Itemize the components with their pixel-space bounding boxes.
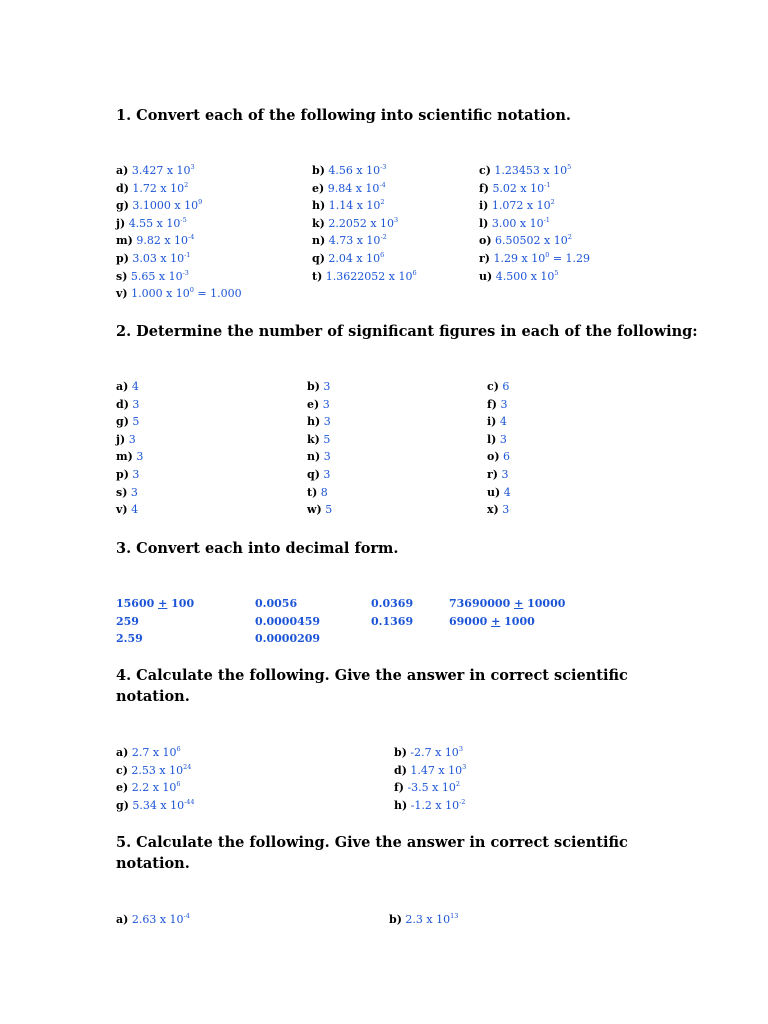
answer-item xyxy=(116,448,143,466)
decimal-value: 0.0000209 xyxy=(255,632,321,646)
answer-value: 1.29 x 10 xyxy=(493,251,546,265)
item-label: p) xyxy=(116,251,129,265)
answer-value: 3 xyxy=(323,415,331,429)
exponent: 3 xyxy=(190,163,195,171)
answer-value: 4.73 x 10 xyxy=(328,234,381,248)
answer-value: 5.65 x 10 xyxy=(130,269,183,283)
exponent: 9 xyxy=(198,198,203,207)
exponent: -1 xyxy=(543,215,550,224)
answer-value: 3 xyxy=(132,397,140,411)
item-label: g) xyxy=(116,199,129,213)
decimal-value: 0.1369 xyxy=(371,614,414,628)
item-label: s) xyxy=(116,269,128,283)
exponent: 24 xyxy=(183,762,192,771)
answer-item xyxy=(307,378,332,396)
answer-value: 3 xyxy=(499,432,507,446)
exponent: -4 xyxy=(379,180,386,189)
uncertainty-value: 10000 xyxy=(523,597,566,610)
answer-value: 3 xyxy=(501,467,509,481)
q1-column-3 xyxy=(479,162,590,285)
answer-item xyxy=(307,448,332,466)
answer-item xyxy=(116,378,143,396)
answer-value: 3.00 x 10 xyxy=(491,216,544,230)
answer-value: 4 xyxy=(503,485,511,499)
item-label: q) xyxy=(312,251,325,265)
exponent: 5 xyxy=(567,163,572,171)
answer-item xyxy=(479,250,590,268)
answer-item xyxy=(312,162,417,180)
decimal-answer xyxy=(116,613,194,631)
answer-item xyxy=(487,484,511,502)
answer-item xyxy=(487,431,511,449)
answer-item xyxy=(394,779,466,797)
q5-title-line1: 5. Calculate the following. Give the answer in correct scientific xyxy=(116,834,628,851)
decimal-answer xyxy=(371,595,413,613)
answer-value: 4 xyxy=(131,503,139,517)
exponent: 3 xyxy=(462,762,467,771)
decimal-answer xyxy=(449,595,565,613)
plus-minus-sign: + xyxy=(491,614,501,628)
uncertainty-value: 100 xyxy=(167,597,195,610)
q3-title: 3. Convert each into decimal form. xyxy=(116,540,399,557)
item-label: i) xyxy=(479,199,489,213)
answer-value: 1.47 x 10 xyxy=(410,763,463,777)
answer-value: 6 xyxy=(503,450,511,464)
decimal-value: 73690000 xyxy=(449,597,515,610)
exponent: 6 xyxy=(380,250,385,259)
exponent: -1 xyxy=(544,180,551,189)
q3-column-3 xyxy=(371,595,413,630)
answer-item xyxy=(312,250,417,268)
answer-value: 9.84 x 10 xyxy=(327,181,380,195)
answer-item xyxy=(116,431,143,449)
answer-item xyxy=(487,501,511,519)
answer-item xyxy=(479,268,590,286)
answer-item xyxy=(116,215,242,233)
q5-column-2 xyxy=(389,911,458,929)
answer-value: 5.02 x 10 xyxy=(492,181,545,195)
answer-value: 8 xyxy=(320,485,328,499)
answer-item xyxy=(116,797,195,815)
answer-item xyxy=(116,180,242,198)
exponent: 6 xyxy=(412,268,417,277)
answer-item xyxy=(116,197,242,215)
exponent: -4 xyxy=(188,233,195,242)
exponent: 0 xyxy=(189,286,194,295)
answer-item xyxy=(116,744,195,762)
uncertainty-value: 1000 xyxy=(500,614,535,628)
answer-item xyxy=(116,762,195,780)
item-label: b) xyxy=(394,746,407,759)
q4-column-2 xyxy=(394,744,466,814)
exponent: 3 xyxy=(394,215,399,224)
decimal-answer xyxy=(255,630,320,648)
answer-value: 2.2 x 10 xyxy=(131,781,177,795)
q5-column-1 xyxy=(116,911,190,929)
item-label: u) xyxy=(487,485,501,499)
answer-value: 6.50502 x 10 xyxy=(495,234,568,248)
answer-item xyxy=(394,797,466,815)
answer-value: 3 xyxy=(130,485,138,499)
answer-value: 3 xyxy=(128,432,136,446)
exponent: -44 xyxy=(184,797,195,806)
answer-value: -1.2 x 10 xyxy=(410,798,460,812)
item-label: e) xyxy=(312,181,325,195)
exponent: 0 xyxy=(545,250,550,259)
answer-item xyxy=(487,413,511,431)
answer-value: 5 xyxy=(325,503,333,517)
item-label: a) xyxy=(116,746,129,759)
exponent: 5 xyxy=(554,268,559,277)
exponent: 6 xyxy=(176,745,181,753)
answer-item xyxy=(307,466,332,484)
answer-value: 1.23453 x 10 xyxy=(494,164,568,177)
item-label: v) xyxy=(116,287,128,301)
q4-title-line2: notation. xyxy=(116,688,190,705)
plus-minus-sign: + xyxy=(158,597,168,610)
q3-column-1 xyxy=(116,595,194,648)
answer-item xyxy=(307,501,332,519)
item-label: d) xyxy=(116,181,129,195)
answer-value: 2.04 x 10 xyxy=(328,251,381,265)
item-label: m) xyxy=(116,234,133,248)
decimal-answer xyxy=(255,613,320,631)
item-label: a) xyxy=(116,380,129,393)
decimal-answer xyxy=(116,595,194,613)
exponent: 2 xyxy=(184,180,189,189)
item-label: v) xyxy=(116,503,128,517)
answer-value: 2.7 x 10 xyxy=(131,746,177,759)
item-label: t) xyxy=(312,269,323,283)
item-label: f) xyxy=(394,781,404,795)
answer-value: 3 xyxy=(323,450,331,464)
item-label: g) xyxy=(116,798,129,812)
answer-value: 2.53 x 10 xyxy=(131,763,184,777)
answer-value: 4 xyxy=(499,415,507,429)
q3-column-2 xyxy=(255,595,320,648)
answer-item xyxy=(116,268,242,286)
item-label: d) xyxy=(394,763,407,777)
item-label: g) xyxy=(116,415,129,429)
item-label: e) xyxy=(116,781,129,795)
item-label: c) xyxy=(487,380,499,393)
answer-item xyxy=(487,396,511,414)
answer-value: 4 xyxy=(131,380,139,393)
item-label: h) xyxy=(312,199,326,213)
item-label: s) xyxy=(116,485,128,499)
item-label: a) xyxy=(116,913,129,926)
answer-item xyxy=(116,484,143,502)
answer-item xyxy=(307,413,332,431)
q1-column-1 xyxy=(116,162,242,303)
q2-column-3 xyxy=(487,378,511,519)
answer-item xyxy=(116,413,143,431)
answer-item xyxy=(394,762,466,780)
item-label: d) xyxy=(116,397,129,411)
item-label: o) xyxy=(487,450,500,464)
q4-column-1 xyxy=(116,744,195,814)
answer-item xyxy=(389,911,458,929)
answer-value: 1.000 x 10 xyxy=(131,287,190,301)
answer-value: 4.55 x 10 xyxy=(128,216,181,230)
item-label: j) xyxy=(116,216,126,230)
answer-item xyxy=(116,232,242,250)
item-label: e) xyxy=(307,397,320,411)
answer-value: 5.34 x 10 xyxy=(132,798,185,812)
decimal-value: 69000 xyxy=(449,614,492,628)
item-label: q) xyxy=(307,467,320,481)
answer-value: 1.072 x 10 xyxy=(491,199,551,213)
q2-title: 2. Determine the number of significant figures in each of the following: xyxy=(116,323,698,340)
exponent: 2 xyxy=(455,780,460,789)
answer-item xyxy=(116,466,143,484)
item-label: r) xyxy=(487,467,498,481)
decimal-value: 259 xyxy=(116,614,139,628)
answer-value: 1.3622052 x 10 xyxy=(325,269,413,283)
exponent: -2 xyxy=(459,797,466,806)
answer-item xyxy=(307,396,332,414)
item-label: p) xyxy=(116,467,129,481)
item-label: c) xyxy=(116,763,128,777)
item-label: r) xyxy=(479,251,490,265)
item-label: f) xyxy=(487,397,497,411)
answer-item xyxy=(479,180,590,198)
answer-item xyxy=(116,162,242,180)
answer-item xyxy=(312,268,417,286)
decimal-answer xyxy=(116,630,194,648)
answer-item xyxy=(479,215,590,233)
exponent: -1 xyxy=(184,250,191,259)
answer-item xyxy=(307,431,332,449)
q3-column-4 xyxy=(449,595,565,630)
q5-title xyxy=(116,832,676,874)
answer-value: 3 xyxy=(323,380,331,393)
item-label: f) xyxy=(479,181,489,195)
answer-value: 4.56 x 10 xyxy=(328,164,381,177)
answer-value: 9.82 x 10 xyxy=(136,234,189,248)
exponent: -2 xyxy=(380,233,387,242)
answer-item xyxy=(312,180,417,198)
exponent: 3 xyxy=(458,745,463,753)
answer-value: 2.3 x 10 xyxy=(405,913,451,926)
item-label: l) xyxy=(487,432,497,446)
item-label: j) xyxy=(116,432,126,446)
exponent: 2 xyxy=(380,198,385,207)
answer-value: 3 xyxy=(323,467,331,481)
exponent: -3 xyxy=(182,268,189,277)
item-label: b) xyxy=(389,913,402,926)
answer-value: 5 xyxy=(132,415,140,429)
answer-value: 3.427 x 10 xyxy=(131,164,191,177)
decimal-value: 0.0000459 xyxy=(255,614,321,628)
exponent: 6 xyxy=(176,780,181,789)
q2-column-2 xyxy=(307,378,332,519)
item-label: c) xyxy=(479,164,491,177)
item-label: k) xyxy=(307,432,320,446)
item-label: n) xyxy=(312,234,326,248)
answer-item xyxy=(312,232,417,250)
answer-item xyxy=(312,215,417,233)
answer-item xyxy=(116,250,242,268)
answer-value: 1.72 x 10 xyxy=(132,181,185,195)
item-label: t) xyxy=(307,485,318,499)
item-label: a) xyxy=(116,164,129,177)
answer-value: 3 xyxy=(322,397,330,411)
item-label: b) xyxy=(312,164,325,177)
answer-value: 2.63 x 10 xyxy=(131,913,184,926)
item-label: k) xyxy=(312,216,325,230)
answer-item xyxy=(116,779,195,797)
item-label: w) xyxy=(307,503,322,517)
answer-item xyxy=(487,466,511,484)
answer-value: 1.14 x 10 xyxy=(328,199,381,213)
decimal-value: 2.59 xyxy=(116,632,143,646)
answer-value: -3.5 x 10 xyxy=(407,781,456,795)
item-label: h) xyxy=(307,415,321,429)
answer-value: 3 xyxy=(500,397,508,411)
answer-value: 3 xyxy=(132,467,140,481)
answer-value: 3.1000 x 10 xyxy=(132,199,199,213)
item-label: x) xyxy=(487,503,499,517)
answer-value: 6 xyxy=(502,380,510,393)
decimal-answer xyxy=(449,613,565,631)
q1-column-2 xyxy=(312,162,417,285)
answer-value: 5 xyxy=(323,432,331,446)
answer-item xyxy=(487,378,511,396)
q4-title xyxy=(116,665,676,707)
answer-item xyxy=(394,744,466,762)
item-label: l) xyxy=(479,216,489,230)
answer-item xyxy=(116,911,190,929)
answer-item xyxy=(116,285,242,303)
item-label: b) xyxy=(307,380,320,393)
exponent: -5 xyxy=(180,215,187,224)
item-label: u) xyxy=(479,269,493,283)
decimal-value: 0.0056 xyxy=(255,597,298,610)
answer-item xyxy=(479,232,590,250)
item-label: n) xyxy=(307,450,321,464)
q2-column-1 xyxy=(116,378,143,519)
exponent: -3 xyxy=(380,163,387,171)
decimal-value: 0.0369 xyxy=(371,597,414,610)
decimal-answer xyxy=(371,613,413,631)
answer-item xyxy=(312,197,417,215)
item-label: o) xyxy=(479,234,492,248)
exponent: 2 xyxy=(550,198,555,207)
answer-value: 3 xyxy=(502,503,510,517)
q1-title: 1. Convert each of the following into scientific notation. xyxy=(116,107,571,124)
plus-minus-sign: + xyxy=(514,597,524,610)
exponent: 13 xyxy=(450,912,459,920)
exponent: 2 xyxy=(567,233,572,242)
decimal-value: 15600 xyxy=(116,597,159,610)
item-label: m) xyxy=(116,450,133,464)
item-label: h) xyxy=(394,798,408,812)
answer-item xyxy=(479,197,590,215)
answer-tail: = 1.000 xyxy=(193,287,242,301)
answer-item xyxy=(116,396,143,414)
answer-value: -2.7 x 10 xyxy=(410,746,459,759)
answer-value: 2.2052 x 10 xyxy=(328,216,395,230)
exponent: -4 xyxy=(183,912,190,920)
answer-value: 4.500 x 10 xyxy=(495,269,555,283)
answer-item xyxy=(479,162,590,180)
answer-tail: = 1.29 xyxy=(549,251,591,265)
q4-title-line1: 4. Calculate the following. Give the answer in correct scientific xyxy=(116,667,628,684)
answer-item xyxy=(116,501,143,519)
answer-item xyxy=(487,448,511,466)
answer-value: 3 xyxy=(136,450,144,464)
answer-item xyxy=(307,484,332,502)
item-label: i) xyxy=(487,415,497,429)
q5-title-line2: notation. xyxy=(116,855,190,872)
answer-value: 3.03 x 10 xyxy=(132,251,185,265)
decimal-answer xyxy=(255,595,320,613)
